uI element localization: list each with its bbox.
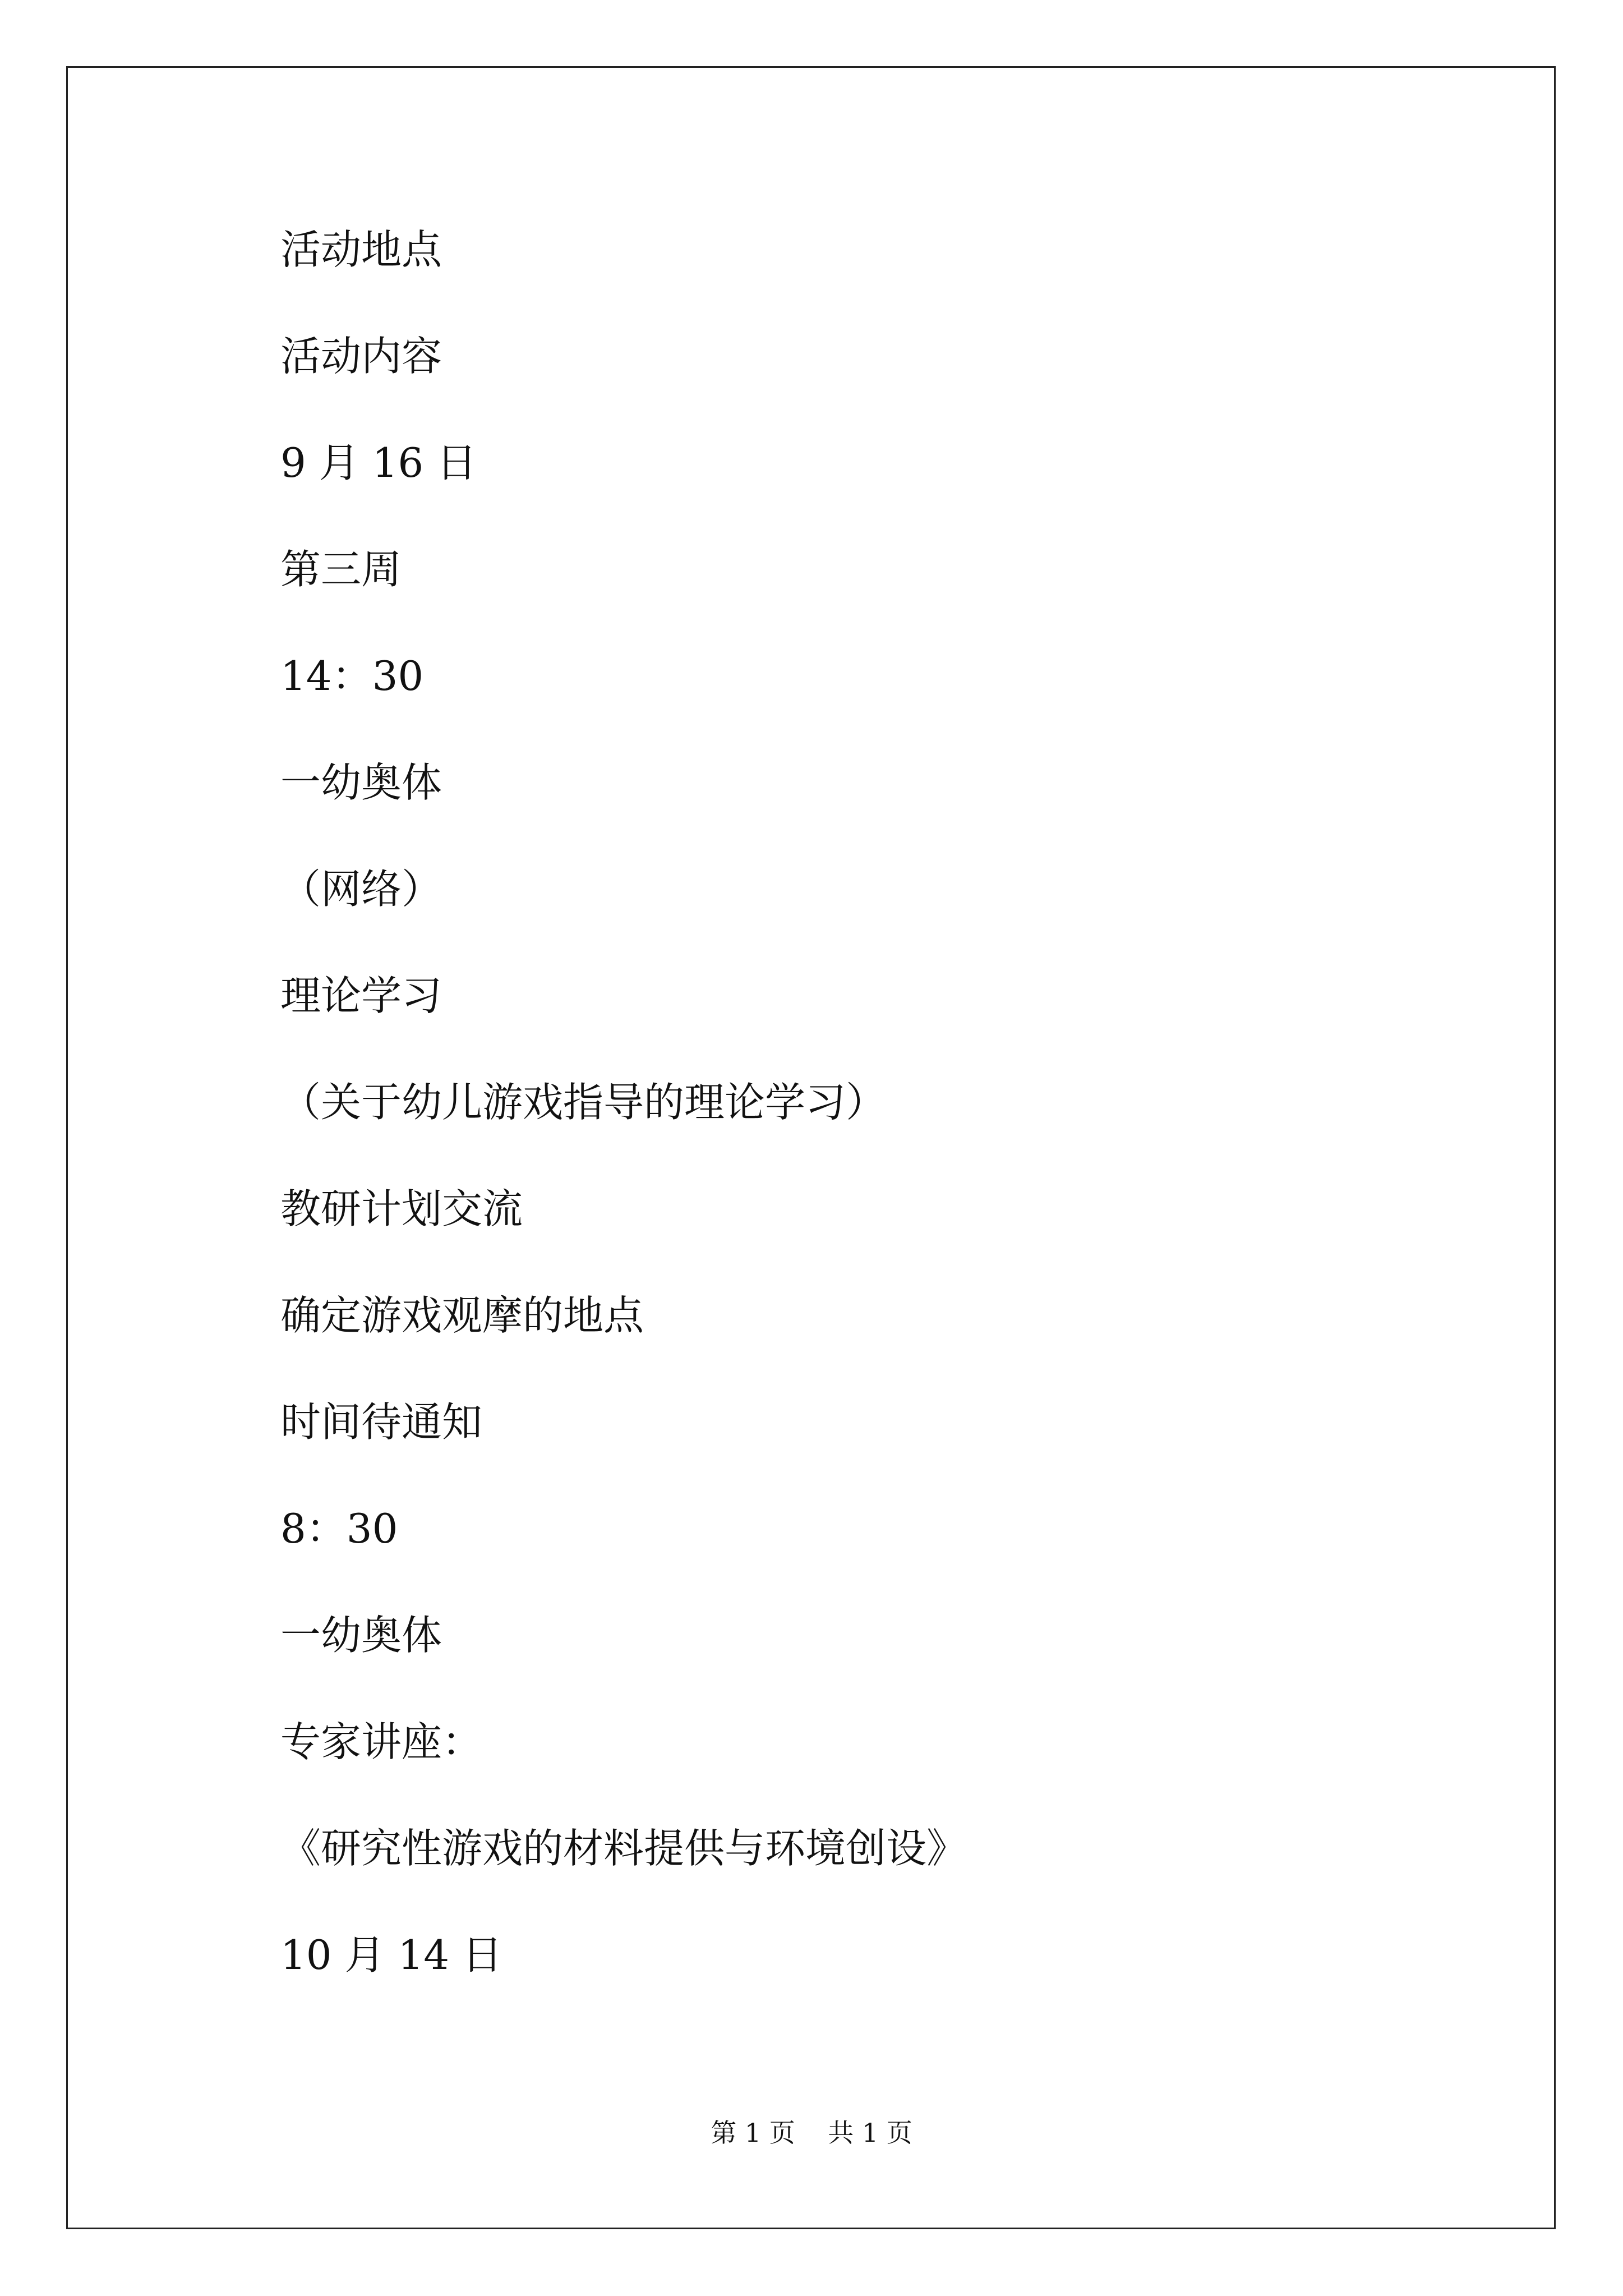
- page-number-footer: 第 1 页 共 1 页: [711, 2118, 912, 2148]
- document-body: [280, 219, 1458, 2031]
- text-line-location: 一幼奥体: [280, 1612, 442, 1659]
- text-line-observation-location: 确定游戏观摩的地点: [280, 1292, 644, 1339]
- text-line-location: 一幼奥体: [280, 759, 442, 806]
- text-line-time: 14：30: [280, 652, 424, 700]
- text-line-plan-exchange: 教研计划交流: [280, 1185, 523, 1232]
- text-line-lecture: 专家讲座：: [280, 1718, 483, 1765]
- text-line-lecture-title: 《研究性游戏的材料提供与环境创设》: [280, 1825, 967, 1872]
- text-line-date: 10 月 14 日: [280, 1931, 502, 1978]
- text-line-topic-detail: （关于幼儿游戏指导的理论学习）: [280, 1079, 887, 1126]
- text-line-mode: （网络）: [280, 866, 442, 913]
- text-line-time-tbd: 时间待通知: [280, 1398, 483, 1446]
- text-line-activity-content: 活动内容: [280, 333, 442, 380]
- text-line-activity-location: 活动地点: [280, 226, 442, 273]
- text-line-week: 第三周: [280, 546, 402, 593]
- text-line-topic: 理论学习: [280, 972, 442, 1019]
- text-line-time: 8：30: [280, 1505, 398, 1552]
- text-line-date: 9 月 16 日: [280, 439, 477, 486]
